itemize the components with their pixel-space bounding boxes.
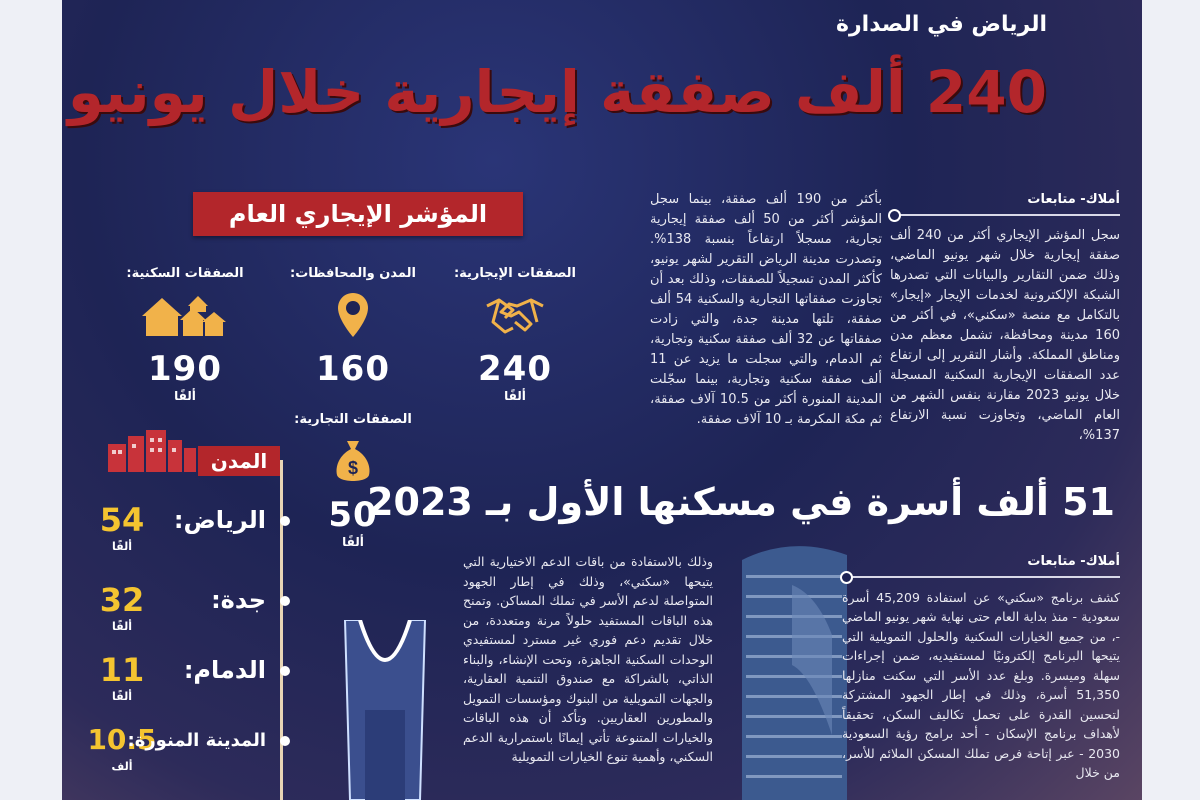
article2-left-text: وذلك بالاستفادة من باقات الدعم الاختيارية التي يتيحها «سكني»، وذلك في إطار الجهود المتواصلة لدعم الأسر في تملك المساكن. وتمنح هذه الباقات المستفيد حلولاً مرنة ومتعددة، من خلال تقديم دعم فوري غير مسترد لمستفيدي الوحدات السكنية الجاهزة، وتحت الإنشاء، والبناء الذاتي، بالشراكة مع صندوق التنمية العقارية، والجهات التمويلية من البنوك ومؤسسات التمويل والمطورين العقاريين. وتأكد أن هذه الباقات والخيارات المتنوعة تأتي إيمانًا باستمرارية الدعم السكني، وأهمية تنوع الخيارات التمويلية — [463, 554, 713, 764]
article2-right-text: كشف برنامج «سكني» عن استفادة 45,209 أسرة سعودية - منذ بداية العام حتى نهاية شهر يونيو الماضي -، من جميع الخيارات السكنية والحلول التمويلية التي يتيحها البرنامج إلكترونيًا لمستفيديه، ضمن إجراءات سهلة وميسرة. وبلغ عدد الأسر التي سكنت منازلها 51,350 أسرة، وذلك في إطار الجهود المشتركة لتحسين القدرة على تحمل تكاليف السكن، تحقيقاً لأهداف برنامج الإسكان - أحد برامج رؤية السعودية 2030 - عبر إتاحة فرص تملك المسكن الملائم للأسر، من خلال — [842, 589, 1120, 780]
cities-title: المدن — [198, 446, 280, 476]
city-value: 32 — [99, 581, 145, 619]
page-margin-left — [0, 0, 62, 800]
city-value: 10.5 — [87, 723, 157, 756]
stat-value: 240 — [478, 349, 552, 389]
article1-left-text: بأكثر من 190 ألف صفقة، بينما سجل المؤشر أكثر من 50 ألف صفقة إيجارية تجارية، مسجلاً ارتفاعاً بنسبة 138%. وتصدرت مدينة الرياض التقرير لشهر يونيو، كأكثر المدن تسجيلاً للصفقات، وذلك بعد أن تجاوزت صفقاتها التجارية والسكنية 54 ألف صفقة، تلتها مدينة جدة، والتي زادت صفقاتها عن 32 ألف صفقة سكنية وتجارية، ثم الدمام، والتي سجلت ما يزيد عن 11 ألف صفقة سكنية وتجارية، بينما سجّلت المدينة المنورة أكثر من 10.5 آلاف صفقة، ثم مكة المكرمة بـ 10 آلاف صفقة. — [650, 192, 883, 427]
stat-label: الصفقات الإيجارية: — [453, 266, 577, 281]
location-pin-icon — [288, 287, 418, 343]
main-headline: 240 ألف صفقة إيجارية خلال يونيو — [67, 58, 1047, 126]
city-value: 11 — [99, 651, 145, 689]
city-name: جدة: — [211, 586, 266, 614]
city-row — [72, 722, 288, 782]
stat-value: 160 — [316, 349, 390, 389]
timeline-dot — [280, 736, 290, 746]
page-margin-right — [1142, 0, 1200, 800]
svg-text:$: $ — [347, 458, 359, 478]
city-buildings-icon — [106, 430, 198, 474]
article2-left-column — [463, 552, 713, 767]
article1-right-text: سجل المؤشر الإيجاري أكثر من 240 ألف صفقة إيجارية خلال شهر يونيو الماضي، وذلك ضمن التقارير والبيانات التي تصدرها الشبكة الإلكترونية لخدمات الإيجار «إيجار» بالتكامل مع منصة «سكني»، في أكثر من 160 مدينة ومحافظة، تشمل معظم مدن ومناطق المملكة. وأشار التقرير إلى ارتفاع عدد الصفقات الإيجارية السكنية المسجلة خلال يونيو 2023 مقارنة بنفس الشهر من العام الماضي، وتجاوزت نسبة الارتفاع 137%، — [890, 228, 1121, 443]
stat-unit: ألفًا — [342, 535, 364, 549]
city-unit: ألف — [111, 760, 133, 773]
city-name: الرياض: — [173, 506, 266, 534]
city-row — [72, 582, 288, 642]
stat-label: الصفقات التجارية: — [294, 412, 412, 427]
article2-headline: 51 ألف أسرة في مسكنها الأول بـ 2023 — [367, 480, 1115, 524]
stat-label: الصفقات السكنية: — [126, 266, 244, 281]
article1-right-column — [890, 190, 1120, 446]
byline-divider — [890, 214, 1120, 216]
stat-residential-deals — [120, 266, 250, 403]
timeline-dot — [280, 666, 290, 676]
city-unit: ألفًا — [112, 620, 132, 633]
article2-right-column — [842, 552, 1120, 783]
article1-left-column — [650, 190, 882, 430]
city-row — [72, 502, 288, 562]
houses-icon — [120, 287, 250, 343]
stat-value: 50 — [328, 495, 378, 535]
city-name: المدينة المنورة: — [127, 730, 266, 751]
city-unit: ألفًا — [112, 540, 132, 553]
stat-unit: ألفًا — [504, 389, 526, 403]
city-row — [72, 652, 288, 712]
kingdom-tower-image — [340, 620, 430, 800]
kicker-title: الرياض في الصدارة — [836, 12, 1047, 37]
timeline-dot — [280, 596, 290, 606]
stat-cities — [288, 266, 418, 389]
city-name: الدمام: — [183, 656, 266, 684]
office-tower-image — [732, 535, 852, 800]
stat-unit: ألفًا — [174, 389, 196, 403]
city-value: 54 — [99, 501, 145, 539]
timeline-dot — [280, 516, 290, 526]
city-unit: ألفًا — [112, 690, 132, 703]
byline-divider — [842, 576, 1120, 578]
stat-label: المدن والمحافظات: — [290, 266, 416, 281]
stat-rental-deals — [450, 266, 580, 403]
index-box-title: المؤشر الإيجاري العام — [193, 192, 523, 236]
stat-value: 190 — [148, 349, 222, 389]
handshake-icon — [450, 287, 580, 343]
article1-byline: أملاك- متابعات — [1027, 192, 1120, 207]
article2-byline: أملاك- متابعات — [1027, 554, 1120, 569]
